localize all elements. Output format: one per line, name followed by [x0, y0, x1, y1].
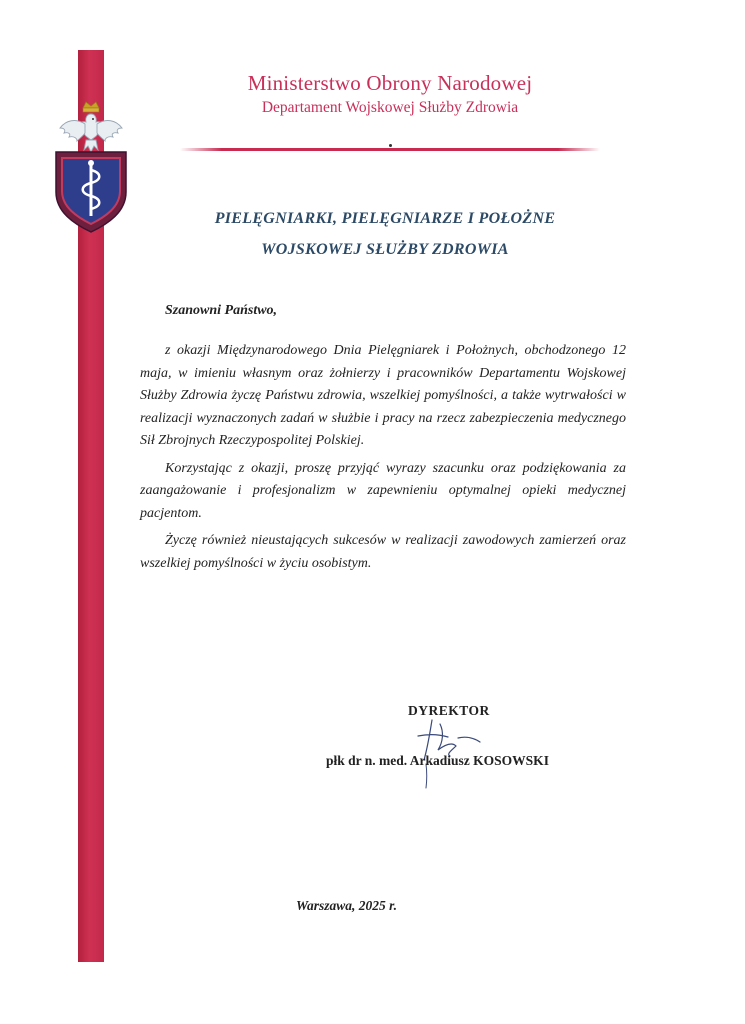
- signatory-role: DYREKTOR: [408, 703, 490, 718]
- place-and-date: Warszawa, 2025 r.: [296, 898, 398, 913]
- department-name: Departament Wojskowej Służby Zdrowia: [261, 99, 519, 116]
- paragraph: z okazji Międzynarodowego Dnia Pielęgniarek i Położnych, obchodzonego 12 maja, w imieniu własnym oraz żołnierzy i pracowników Departamentu Wojskowej Służby Zdrowia życzę Państwu zdrowia, wszelkiej pomyślności, a także wytrwałości w realizacji wyznaczonych zadań w służbie i pracy na rzecz zabezpieczenia medycznego Sił Zbrojnych Rzeczypospolitej Polskiej.: [140, 343, 626, 448]
- title-line-1: PIELĘGNIARKI, PIELĘGNIARZE I POŁOŻNE: [214, 210, 556, 227]
- eagle-caduceus-shield-emblem-icon: [50, 100, 132, 235]
- divider-dot: [389, 144, 392, 147]
- title-line-2: WOJSKOWEJ SŁUŻBY ZDROWIA: [261, 241, 509, 258]
- letterhead-divider: [180, 148, 600, 151]
- ministry-name: Ministerstwo Obrony Narodowej: [247, 71, 533, 95]
- paragraph: Korzystając z okazji, proszę przyjąć wyrazy szacunku oraz podziękowania za zaangażowanie i profesjonalizm w zapewnieniu optymalnej opieki medycznej pacjentom.: [140, 460, 626, 521]
- signatory-name: płk dr n. med. Arkadiusz KOSOWSKI: [326, 753, 549, 768]
- paragraph: Życzę również nieustających sukcesów w realizacji zawodowych zamierzeń oraz wszelkiej pomyślności w życiu osobistym.: [140, 533, 626, 571]
- salutation: Szanowni Państwo,: [165, 303, 278, 318]
- document-title: [160, 203, 610, 265]
- letterhead: [190, 70, 590, 118]
- letter-body: [140, 340, 626, 580]
- handwritten-signature: [410, 712, 500, 792]
